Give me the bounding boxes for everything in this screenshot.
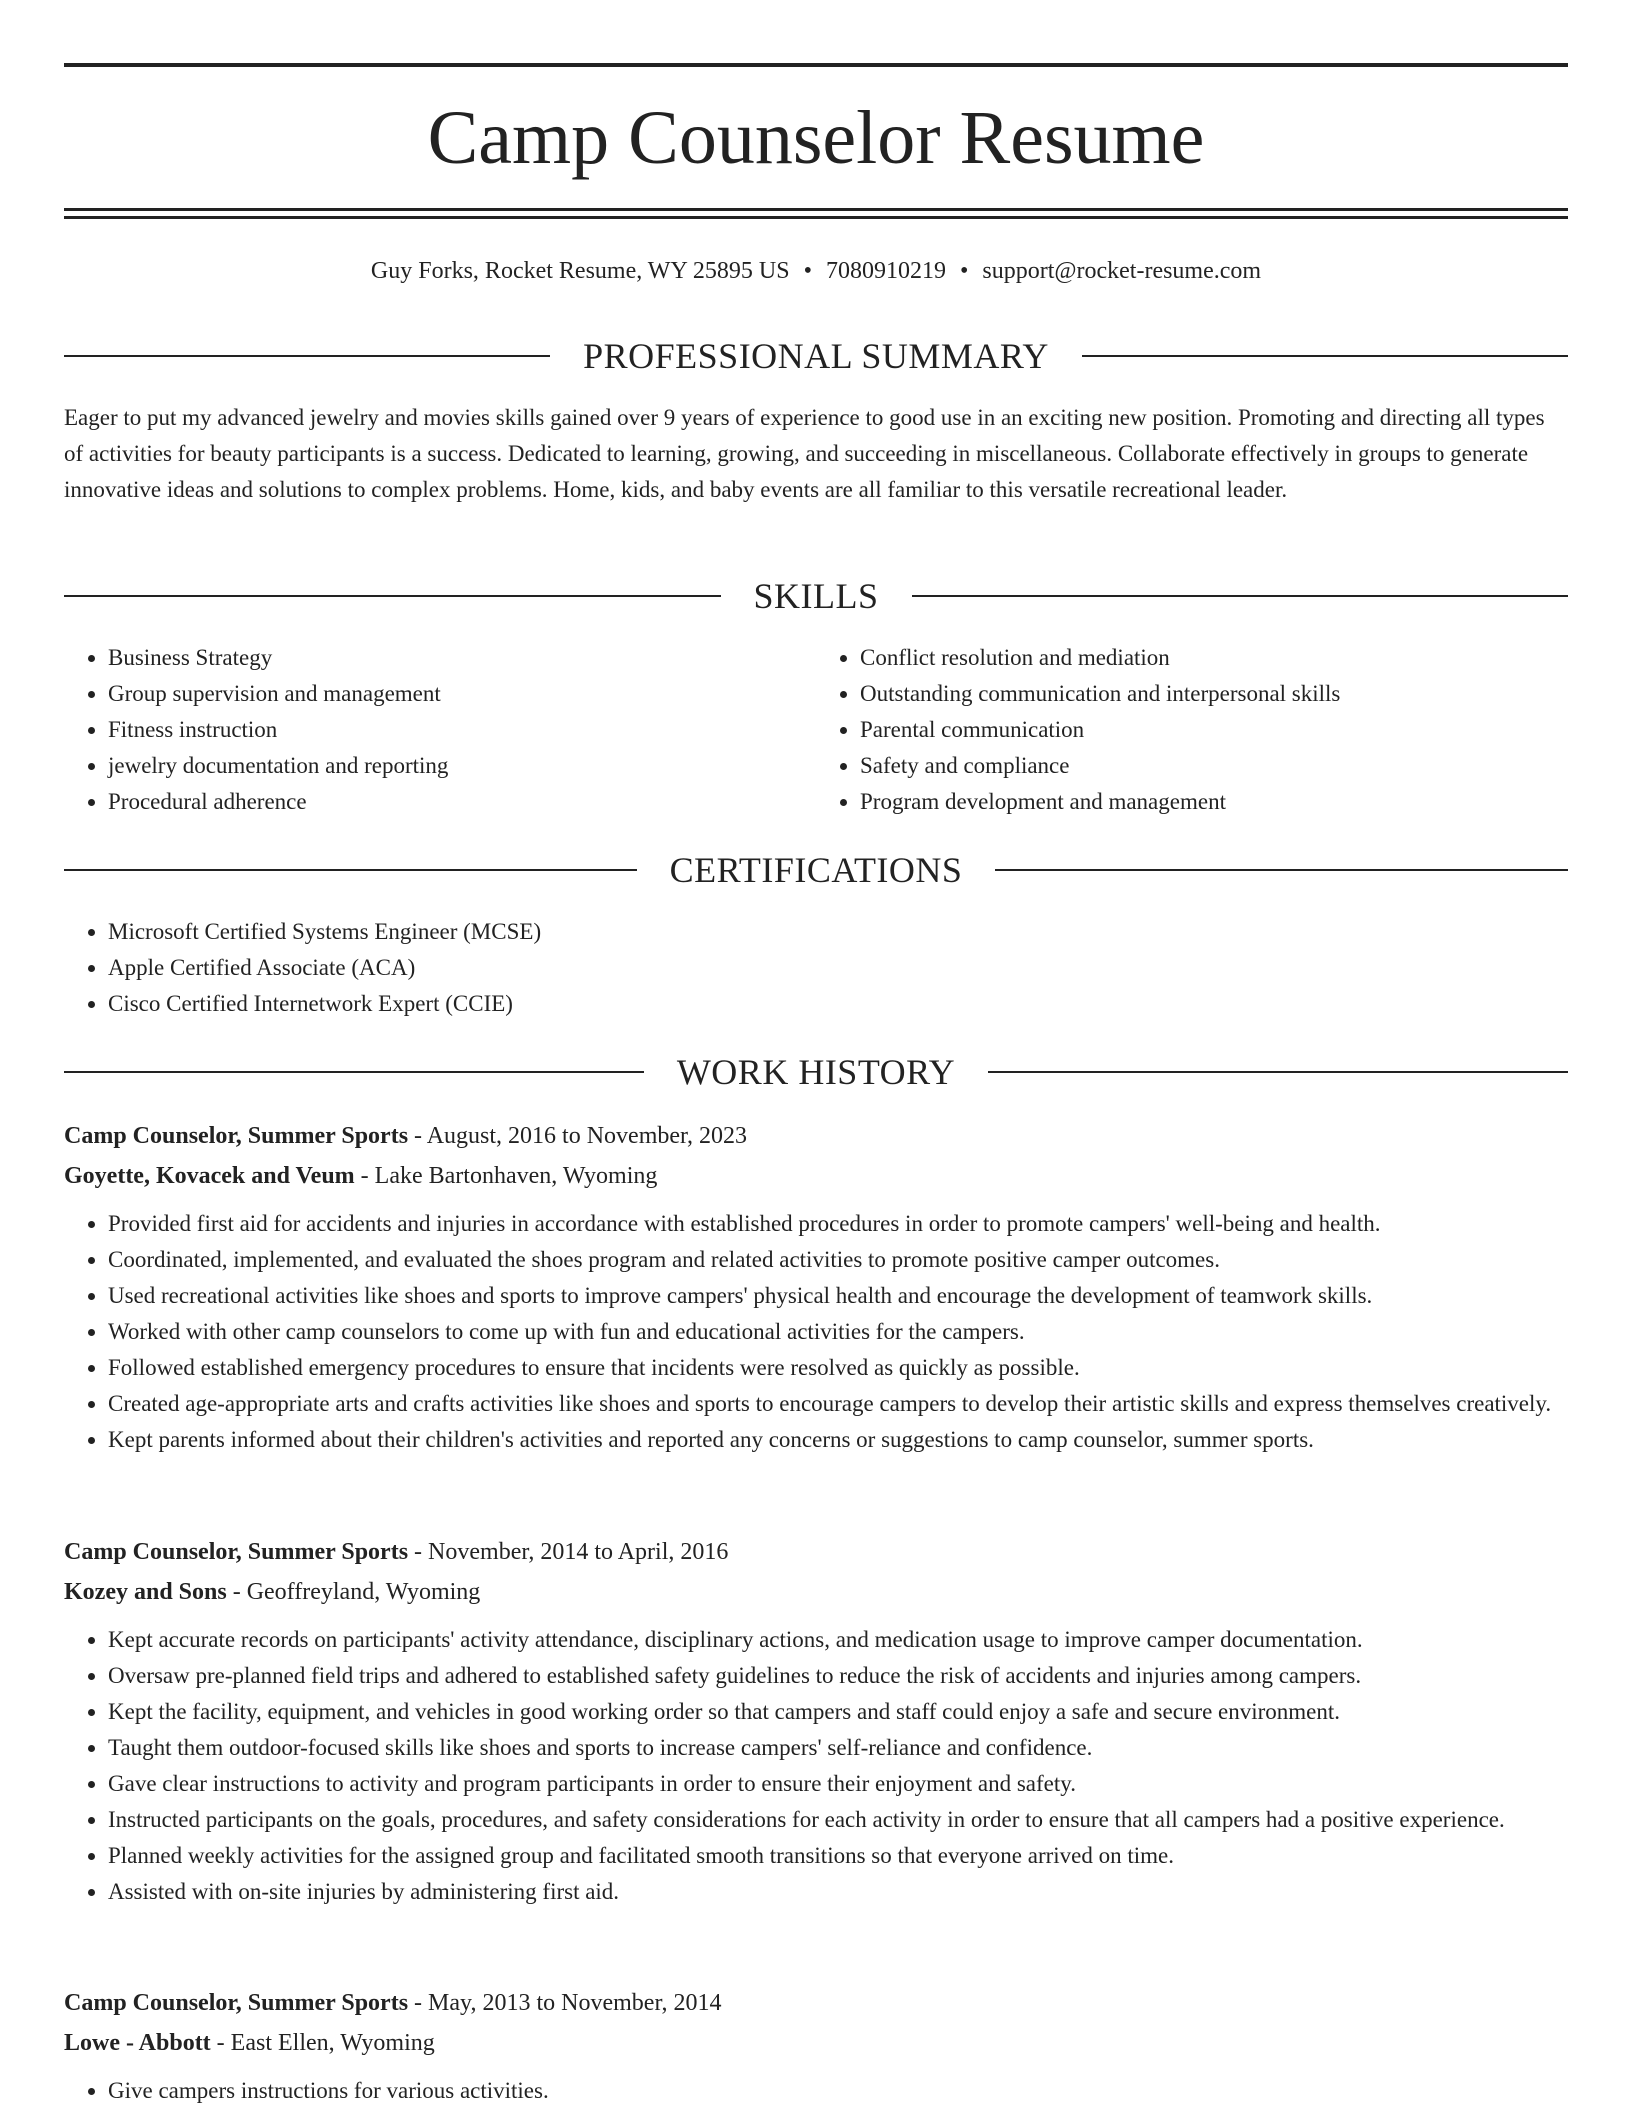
contact-email: support@rocket-resume.com: [982, 258, 1262, 284]
skills-heading-label: SKILLS: [753, 576, 879, 616]
heading-rule-left: [64, 595, 721, 597]
heading-rule-right: [912, 595, 1569, 597]
skill-item: • Parental communication: [860, 712, 1568, 748]
job-title-line: [64, 1116, 1568, 1156]
job-duty-item: • Created age-appropriate arts and crafts activities like shoes and sports to encourage campers to develop their artistic skills and express themselves creatively.: [108, 1386, 1568, 1422]
summary-heading-label: PROFESSIONAL SUMMARY: [583, 336, 1049, 376]
skill-item: • Procedural adherence: [108, 784, 816, 820]
job-duty-item: • Taught them outdoor-focused skills like shoes and sports to increase campers' self-reliance and confidence.: [108, 1730, 1568, 1766]
job-duty-item: • Gave clear instructions to activity and program participants in order to ensure their enjoyment and safety.: [108, 1766, 1568, 1802]
job-company-line: [64, 1156, 1568, 1196]
heading-rule-left: [64, 355, 550, 357]
title-double-rule: [64, 208, 1568, 219]
certifications-bullets: [64, 914, 1568, 1022]
job-entry: [64, 1532, 1568, 1910]
contact-phone: 7080910219: [825, 258, 946, 284]
skill-item: • jewelry documentation and reporting: [108, 748, 816, 784]
job-dates: - May, 2013 to November, 2014: [408, 1990, 722, 2016]
heading-rule-right: [1082, 355, 1568, 357]
job-location: - Lake Bartonhaven, Wyoming: [354, 1163, 658, 1189]
certifications-list: [64, 914, 1568, 1022]
page-title: Camp Counselor Resume: [427, 96, 1205, 180]
job-company-line: [64, 1572, 1568, 1612]
job-company: Kozey and Sons: [64, 1579, 227, 1605]
summary-text: Eager to put my advanced jewelry and movies skills gained over 9 years of experience to good use in an exciting new position. Promoting and directing all types of activities for beauty participants is a success. Dedicated to learning, growing, and succeeding in miscellaneous. Collaborate effectively in groups to generate innovative ideas and solutions to complex problems. Home, kids, and baby events are all familiar to this versatile recreational leader.: [64, 405, 1545, 502]
job-title-line: [64, 1983, 1568, 2023]
job-duty-item: • Planned weekly activities for the assigned group and facilitated smooth transitions so that everyone arrived on time.: [108, 1838, 1568, 1874]
job-dates: - November, 2014 to April, 2016: [408, 1539, 729, 1565]
job-duty-item: • Instructed participants on the goals, procedures, and safety considerations for each activity in order to ensure that all campers had a positive experience.: [108, 1802, 1568, 1838]
contact-separator: •: [803, 258, 812, 284]
certifications-heading: [64, 848, 1568, 892]
heading-rule-right: [995, 869, 1568, 871]
job-duty-item: • Provided first aid for accidents and injuries in accordance with established procedures in order to promote campers' well-being and health.: [108, 1206, 1568, 1242]
skills-column-left: [64, 640, 816, 820]
skills-column-right: [816, 640, 1568, 820]
job-duties: [64, 1206, 1568, 1458]
job-dates: - August, 2016 to November, 2023: [408, 1123, 748, 1149]
job-duty-item: • Assisted with on-site injuries by administering first aid.: [108, 1874, 1568, 1910]
job-duty-item: • Used recreational activities like shoes and sports to improve campers' physical health and encourage the development of teamwork skills.: [108, 1278, 1568, 1314]
heading-rule-right: [988, 1071, 1568, 1073]
job-duty-item: • Coordinated, implemented, and evaluated the shoes program and related activities to promote positive camper outcomes.: [108, 1242, 1568, 1278]
skill-item: • Program development and management: [860, 784, 1568, 820]
job-duty-item: • Worked with other camp counselors to come up with fun and educational activities for the campers.: [108, 1314, 1568, 1350]
job-company: Goyette, Kovacek and Veum: [64, 1163, 355, 1189]
work-history-heading: [64, 1050, 1568, 1094]
job-company-line: [64, 2023, 1568, 2063]
certifications-heading-label: CERTIFICATIONS: [669, 850, 963, 890]
job-location: - Geoffreyland, Wyoming: [226, 1579, 481, 1605]
top-rule: [64, 63, 1568, 67]
job-duty-item: • Kept accurate records on participants' activity attendance, disciplinary actions, and medication usage to improve camper documentation.: [108, 1622, 1568, 1658]
skill-item: • Business Strategy: [108, 640, 816, 676]
skill-item: • Group supervision and management: [108, 676, 816, 712]
job-duty-item: • Give campers instructions for various activities.: [108, 2073, 1568, 2109]
certification-item: • Microsoft Certified Systems Engineer (MCSE): [108, 914, 1568, 950]
heading-rule-left: [64, 1071, 644, 1073]
certification-item: • Apple Certified Associate (ACA): [108, 950, 1568, 986]
job-duty-item: • Oversaw pre-planned field trips and adhered to established safety guidelines to reduce the risk of accidents and injuries among campers.: [108, 1658, 1568, 1694]
contact-separator: •: [959, 258, 969, 284]
job-entry: [64, 1116, 1568, 1458]
heading-rule-left: [64, 869, 637, 871]
contact-line: [64, 254, 1568, 288]
work-history-heading-label: WORK HISTORY: [676, 1052, 956, 1092]
contact-address: Guy Forks, Rocket Resume, WY 25895 US: [370, 258, 790, 284]
certification-item: • Cisco Certified Internetwork Expert (CCIE): [108, 986, 1568, 1022]
job-location: - East Ellen, Wyoming: [210, 2030, 435, 2056]
skill-item: • Outstanding communication and interpersonal skills: [860, 676, 1568, 712]
job-title: Camp Counselor, Summer Sports: [64, 1123, 409, 1149]
job-entry: [64, 1983, 1568, 2109]
job-duty-item: • Kept the facility, equipment, and vehicles in good working order so that campers and staff could enjoy a safe and secure environment.: [108, 1694, 1568, 1730]
skill-item: • Safety and compliance: [860, 748, 1568, 784]
job-title-line: [64, 1532, 1568, 1572]
job-duty-item: • Kept parents informed about their children's activities and reported any concerns or suggestions to camp counselor, summer sports.: [108, 1422, 1568, 1458]
skills-heading: [64, 574, 1568, 618]
job-duty-item: • Followed established emergency procedures to ensure that incidents were resolved as quickly as possible.: [108, 1350, 1568, 1386]
job-title: Camp Counselor, Summer Sports: [64, 1539, 409, 1565]
skills-list: [64, 640, 1568, 820]
job-duties: [64, 1622, 1568, 1910]
summary-heading: [64, 334, 1568, 378]
job-company: Lowe - Abbott: [64, 2030, 211, 2056]
job-title: Camp Counselor, Summer Sports: [64, 1990, 409, 2016]
job-duties: [64, 2073, 1568, 2109]
skill-item: • Fitness instruction: [108, 712, 816, 748]
skill-item: • Conflict resolution and mediation: [860, 640, 1568, 676]
